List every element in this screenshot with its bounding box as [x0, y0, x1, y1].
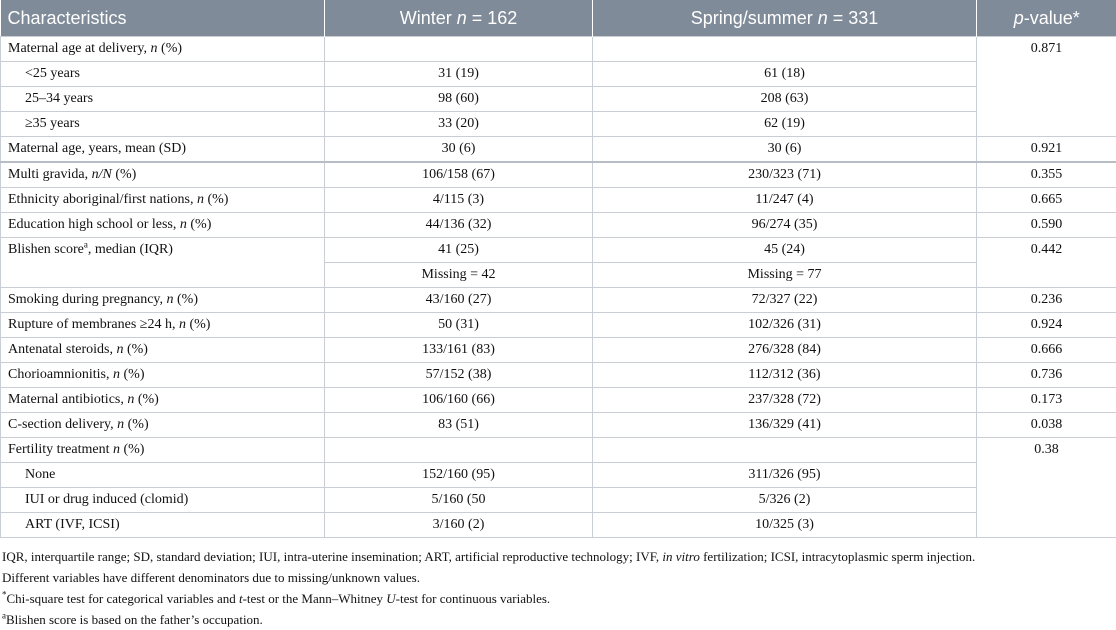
- spring-cell: [593, 37, 977, 62]
- winter-cell: 30 (6): [325, 137, 593, 163]
- table-row: [1, 388, 1116, 413]
- table-row: [1, 162, 1116, 188]
- table-row: [1, 213, 1116, 238]
- row-label: IUI or drug induced (clomid): [1, 488, 325, 513]
- table-row: [1, 338, 1116, 363]
- row-label: Ethnicity aboriginal/first nations, n (%): [1, 188, 325, 213]
- table-row: [1, 37, 1116, 62]
- row-label: ≥35 years: [1, 112, 325, 137]
- spring-cell: 102/326 (31): [593, 313, 977, 338]
- row-label: Maternal age at delivery, n (%): [1, 37, 325, 62]
- winter-cell: 44/136 (32): [325, 213, 593, 238]
- p-value-cell: 0.590: [977, 213, 1116, 238]
- row-label: C-section delivery, n (%): [1, 413, 325, 438]
- table-row: [1, 238, 1116, 263]
- spring-cell: 112/312 (36): [593, 363, 977, 388]
- spring-cell: 136/329 (41): [593, 413, 977, 438]
- winter-cell: 43/160 (27): [325, 288, 593, 313]
- header-p-value: p-value*: [977, 0, 1116, 37]
- row-label: None: [1, 463, 325, 488]
- table-row: [1, 62, 1116, 87]
- table-row: [1, 513, 1116, 538]
- winter-cell: 106/158 (67): [325, 162, 593, 188]
- winter-cell: 41 (25): [325, 238, 593, 263]
- row-label: Multi gravida, n/N (%): [1, 162, 325, 188]
- p-value-cell: 0.666: [977, 338, 1116, 363]
- winter-cell: [325, 438, 593, 463]
- spring-missing-cell: Missing = 77: [593, 263, 977, 288]
- p-value-cell: 0.173: [977, 388, 1116, 413]
- table-row: [1, 363, 1116, 388]
- spring-cell: [593, 438, 977, 463]
- p-value-cell: 0.924: [977, 313, 1116, 338]
- row-label: Blishen score$^a$, median (IQR): [1, 238, 325, 288]
- header-spring-summer: Spring/summer n = 331: [593, 0, 977, 37]
- p-value-cell: 0.38: [977, 438, 1116, 538]
- row-label: ART (IVF, ICSI): [1, 513, 325, 538]
- spring-cell: 276/328 (84): [593, 338, 977, 363]
- winter-cell: 106/160 (66): [325, 388, 593, 413]
- footnote-blishen: $^a$Blishen score is based on the father’s occupation.: [2, 609, 1114, 630]
- winter-cell: 3/160 (2): [325, 513, 593, 538]
- p-value-cell: 0.665: [977, 188, 1116, 213]
- p-value-cell: 0.442: [977, 238, 1116, 288]
- row-label: 25–34 years: [1, 87, 325, 112]
- row-label: Chorioamnionitis, n (%): [1, 363, 325, 388]
- spring-cell: 62 (19): [593, 112, 977, 137]
- winter-cell: 5/160 (50: [325, 488, 593, 513]
- winter-cell: 152/160 (95): [325, 463, 593, 488]
- row-label: Rupture of membranes ≥24 h, n (%): [1, 313, 325, 338]
- table-row: [1, 488, 1116, 513]
- footnote-statistical-tests: *Chi-square test for categorical variables and t-test or the Mann–Whitney U-test for continuous variables.: [2, 588, 1114, 609]
- row-label: Antenatal steroids, n (%): [1, 338, 325, 363]
- row-label: Education high school or less, n (%): [1, 213, 325, 238]
- spring-cell: 72/327 (22): [593, 288, 977, 313]
- header-row: [1, 0, 1116, 37]
- p-value-cell: 0.921: [977, 137, 1116, 163]
- spring-cell: 10/325 (3): [593, 513, 977, 538]
- winter-cell: 98 (60): [325, 87, 593, 112]
- row-label: Fertility treatment n (%): [1, 438, 325, 463]
- table-row: [1, 188, 1116, 213]
- row-label: <25 years: [1, 62, 325, 87]
- row-label: Maternal age, years, mean (SD): [1, 137, 325, 163]
- spring-cell: 96/274 (35): [593, 213, 977, 238]
- footnote-denominators: Different variables have different denominators due to missing/unknown values.: [2, 567, 1114, 588]
- winter-cell: 50 (31): [325, 313, 593, 338]
- winter-cell: [325, 37, 593, 62]
- table-row: [1, 413, 1116, 438]
- p-value-cell: 0.355: [977, 162, 1116, 188]
- footnote-abbreviations: IQR, interquartile range; SD, standard deviation; IUI, intra-uterine insemination; ART, artificial reproductive technology; IVF, in vitro fertilization; ICSI, intracytoplasmic sperm injection.: [2, 546, 1114, 567]
- winter-cell: 33 (20): [325, 112, 593, 137]
- winter-cell: 83 (51): [325, 413, 593, 438]
- winter-cell: 31 (19): [325, 62, 593, 87]
- spring-cell: 237/328 (72): [593, 388, 977, 413]
- spring-cell: 30 (6): [593, 137, 977, 163]
- row-label: Smoking during pregnancy, n (%): [1, 288, 325, 313]
- winter-cell: 133/161 (83): [325, 338, 593, 363]
- p-value-cell: 0.038: [977, 413, 1116, 438]
- table-row: [1, 288, 1116, 313]
- row-label: Maternal antibiotics, n (%): [1, 388, 325, 413]
- table-footnotes: [0, 538, 1116, 630]
- winter-cell: 57/152 (38): [325, 363, 593, 388]
- header-winter: Winter n = 162: [325, 0, 593, 37]
- header-characteristics: Characteristics: [1, 0, 325, 37]
- spring-cell: 5/326 (2): [593, 488, 977, 513]
- table-row: [1, 463, 1116, 488]
- spring-cell: 45 (24): [593, 238, 977, 263]
- p-value-cell: 0.736: [977, 363, 1116, 388]
- table-row: [1, 137, 1116, 163]
- p-value-cell: 0.871: [977, 37, 1116, 137]
- spring-cell: 11/247 (4): [593, 188, 977, 213]
- p-value-cell: 0.236: [977, 288, 1116, 313]
- spring-cell: 230/323 (71): [593, 162, 977, 188]
- winter-missing-cell: Missing = 42: [325, 263, 593, 288]
- table-row: [1, 112, 1116, 137]
- table-row: [1, 313, 1116, 338]
- table-row: [1, 438, 1116, 463]
- spring-cell: 311/326 (95): [593, 463, 977, 488]
- winter-cell: 4/115 (3): [325, 188, 593, 213]
- table-row: [1, 87, 1116, 112]
- spring-cell: 61 (18): [593, 62, 977, 87]
- spring-cell: 208 (63): [593, 87, 977, 112]
